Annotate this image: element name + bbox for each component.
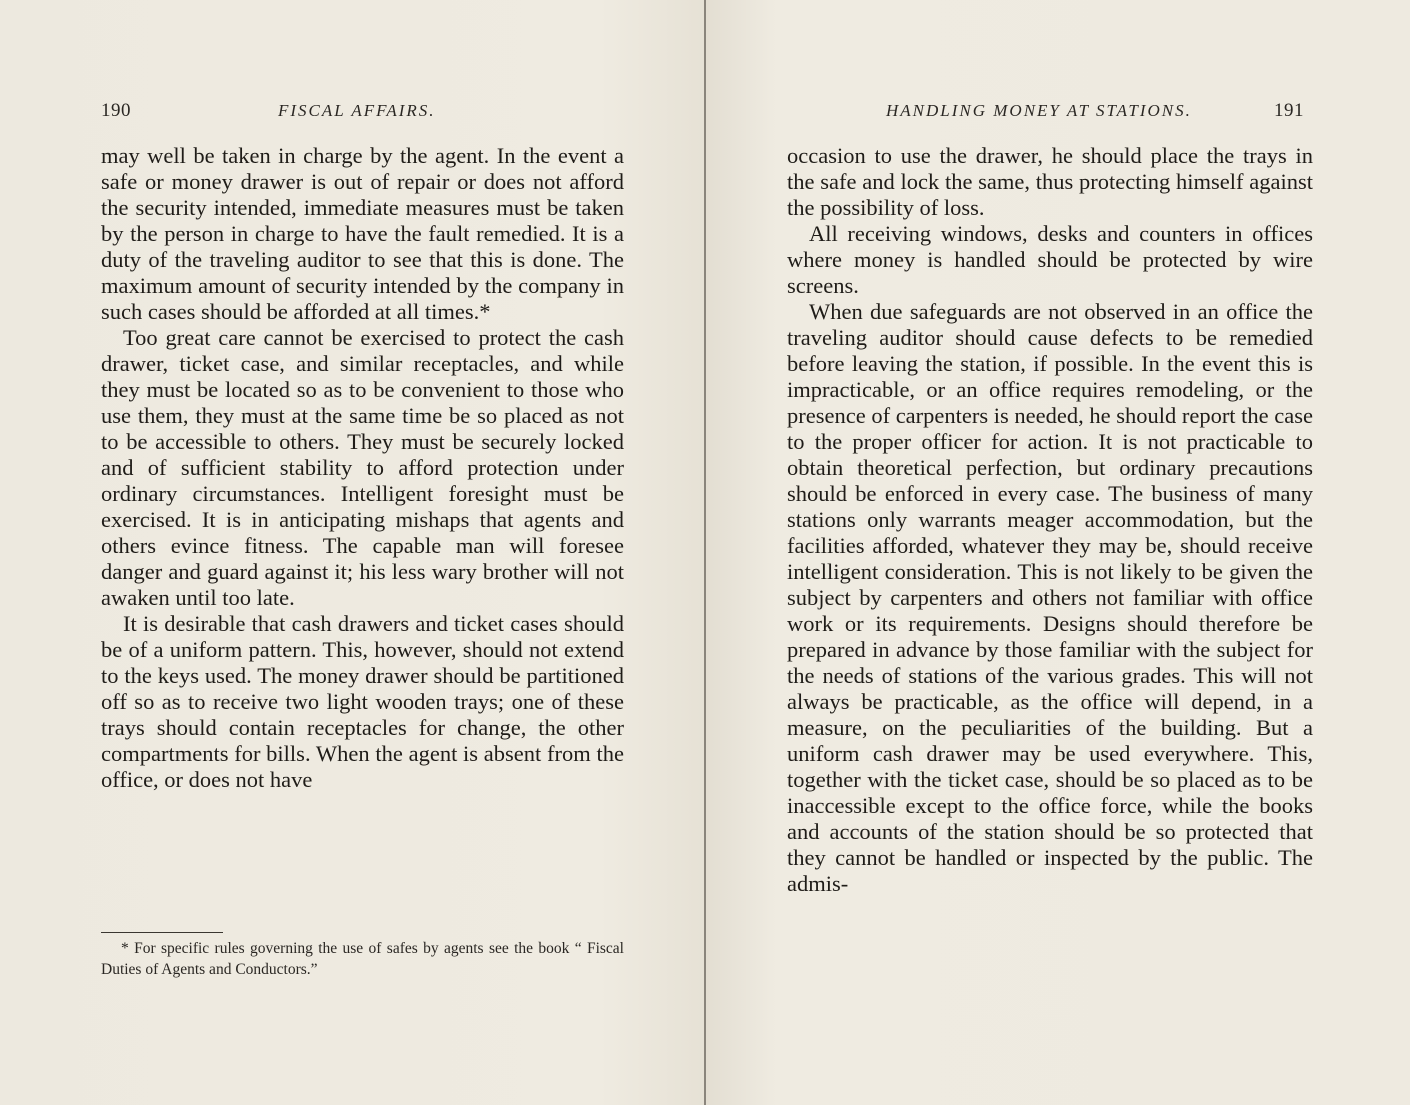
footnote-text: * For specific rules governing the use of safes by agents see the book “ Fiscal Duties of Agents and Conductors.”	[101, 940, 624, 978]
right-paragraph-1: occasion to use the drawer, he should place the trays in the safe and lock the same, thus protecting himself against the possibility of loss.	[787, 143, 1313, 220]
left-folio: 190	[101, 100, 131, 121]
right-paragraph-2: All receiving windows, desks and counters in offices where money is handled should be protected by wire screens.	[787, 221, 1313, 298]
book-gutter	[704, 0, 706, 1105]
left-paragraph-3: It is desirable that cash drawers and ticket cases should be of a uniform pattern. This, however, should not extend to the keys used. The money drawer should be partitioned off so as to receive two light wooden trays; one of these trays should contain receptacles for change, the other compartments for bills. When the agent is absent from the office, or does not have	[101, 611, 624, 792]
footnote-rule	[101, 932, 223, 933]
right-paragraph-3: When due safeguards are not observed in an office the traveling auditor should cause defects to be remedied before leaving the station, if possible. In the event this is impracticable, or an office requires remodeling, or the presence of carpenters is needed, he should report the case to the proper officer for action. It is not practicable to obtain theoretical perfection, but ordinary precautions should be enforced in every case. The business of many stations only warrants meager accommodation, but the facilities afforded, whatever they may be, should receive intelligent consideration. This is not likely to be given the subject by carpenters and others not familiar with office work or its requirements. Designs should therefore be prepared in advance by those familiar with the subject for the needs of stations of the various grades. This will not always be practicable, as the office will depend, in a measure, on the peculiarities of the building. But a uniform cash drawer may be used everywhere. This, together with the ticket case, should be so placed as to be inaccessible except to the office force, while the books and accounts of the station should be so protected that they cannot be handled or inspected by the public. The admis-	[787, 299, 1314, 896]
right-body-text	[787, 143, 1313, 897]
left-body-text	[101, 143, 624, 793]
right-page	[706, 0, 1410, 1105]
right-folio: 191	[1274, 100, 1304, 121]
left-paragraph-1: may well be taken in charge by the agent. In the event a safe or money drawer is out of repair or does not afford the security intended, immediate measures must be taken by the person in charge to have the fault remedied. It is a duty of the traveling auditor to see that this is done. The maximum amount of security intended by the company in such cases should be afforded at all times.*	[101, 143, 624, 324]
right-running-head: HANDLING MONEY AT STATIONS.	[886, 101, 1192, 120]
left-running-head: FISCAL AFFAIRS.	[278, 101, 436, 120]
footnote	[101, 938, 624, 980]
left-paragraph-2: Too great care cannot be exercised to protect the cash drawer, ticket case, and similar receptacles, and while they must be located so as to be convenient to those who use them, they must at the same time be so placed as not to be accessible to others. They must be securely locked and of sufficient stability to afford protection under ordinary circumstances. Intelligent foresight must be exercised. It is in anticipating mishaps that agents and others evince fitness. The capable man will foresee danger and guard against it; his less wary brother will not awaken until too late.	[101, 325, 624, 610]
